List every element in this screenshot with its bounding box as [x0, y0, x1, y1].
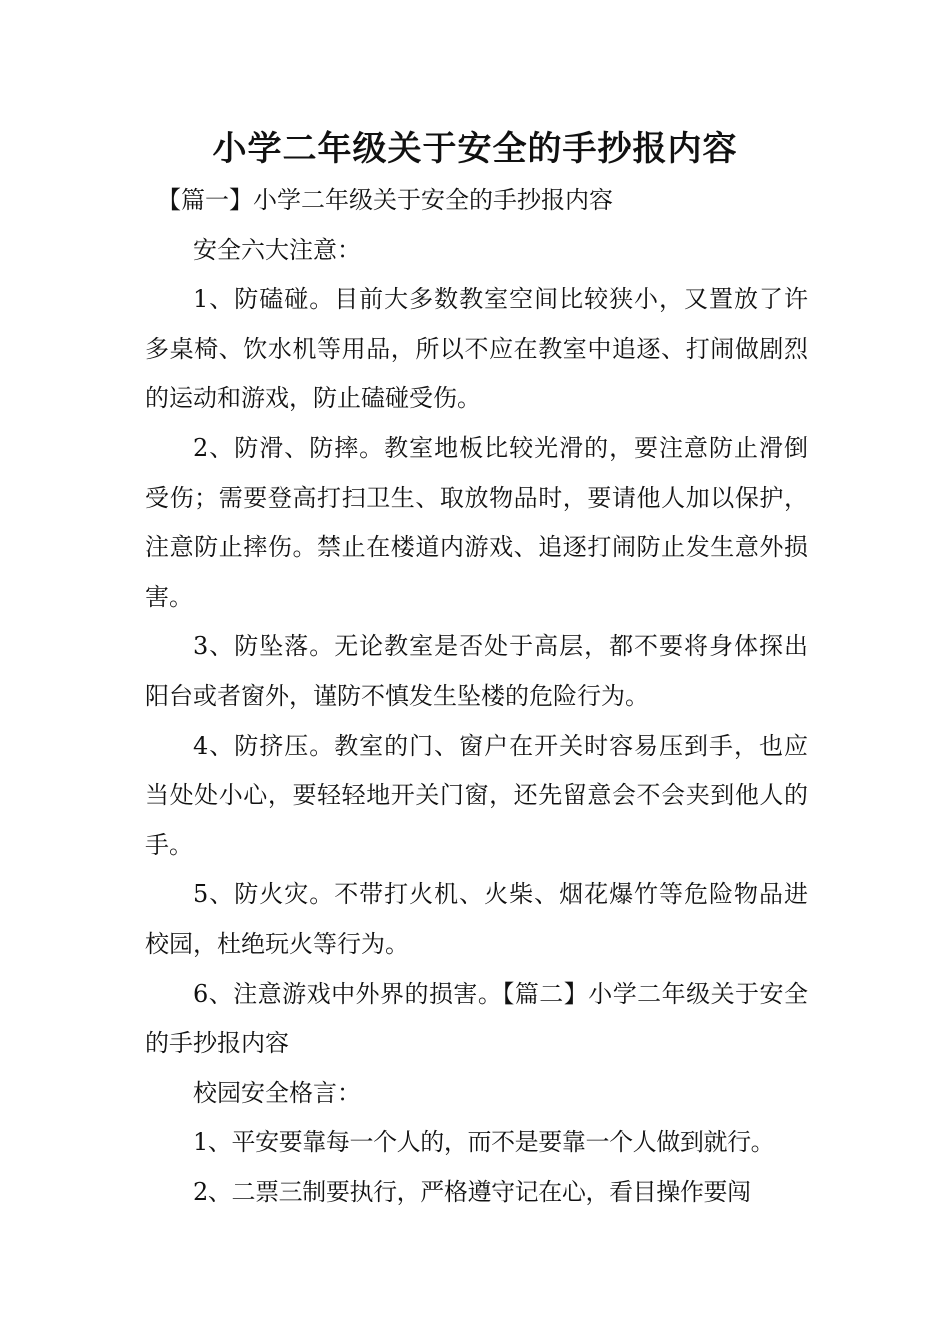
document-body: [145, 176, 808, 1217]
subheading-six-precautions: 安全六大注意：: [193, 235, 361, 264]
motto-item-1: 1、平安要靠每一个人的，而不是要靠一个人做到就行。: [193, 1128, 775, 1157]
subheading-campus-safety-mottos: 校园安全格言：: [193, 1078, 361, 1107]
paragraph-prevent-fire: 5、防火灾。不带打火机、火柴、烟花爆竹等危险物品进校园，杜绝玩火等行为。: [145, 880, 808, 958]
motto-item-2: 2、二票三制要执行，严格遵守记在心，看目操作要闯: [193, 1177, 751, 1206]
paragraph-prevent-pinching: 4、防挤压。教室的门、窗户在开关时容易压到手，也应当处处小心，要轻轻地开关门窗，还先留意会不会夹到他人的手。: [145, 731, 808, 859]
paragraph-game-hazards-and-part-two: 6、注意游戏中外界的损害。【篇二】小学二年级关于安全的手抄报内容: [145, 979, 808, 1058]
paragraph-prevent-falls: 3、防坠落。无论教室是否处于高层，都不要将身体探出阳台或者窗外，谨防不慎发生坠楼的危险行为。: [145, 632, 808, 710]
section-heading-part-one: 【篇一】小学二年级关于安全的手抄报内容: [157, 186, 613, 214]
paragraph-prevent-slips: 2、防滑、防摔。教室地板比较光滑的，要注意防止滑倒受伤；需要登高打扫卫生、取放物品时，要请他人加以保护，注意防止摔伤。禁止在楼道内游戏、追逐打闹防止发生意外损害。: [145, 433, 808, 611]
paragraph-prevent-bumps: 1、防磕碰。目前大多数教室空间比较狭小，又置放了许多桌椅、饮水机等用品，所以不应在教室中追逐、打闹做剧烈的运动和游戏，防止磕碰受伤。: [145, 285, 808, 413]
document-title: 小学二年级关于安全的手抄报内容: [212, 129, 738, 169]
